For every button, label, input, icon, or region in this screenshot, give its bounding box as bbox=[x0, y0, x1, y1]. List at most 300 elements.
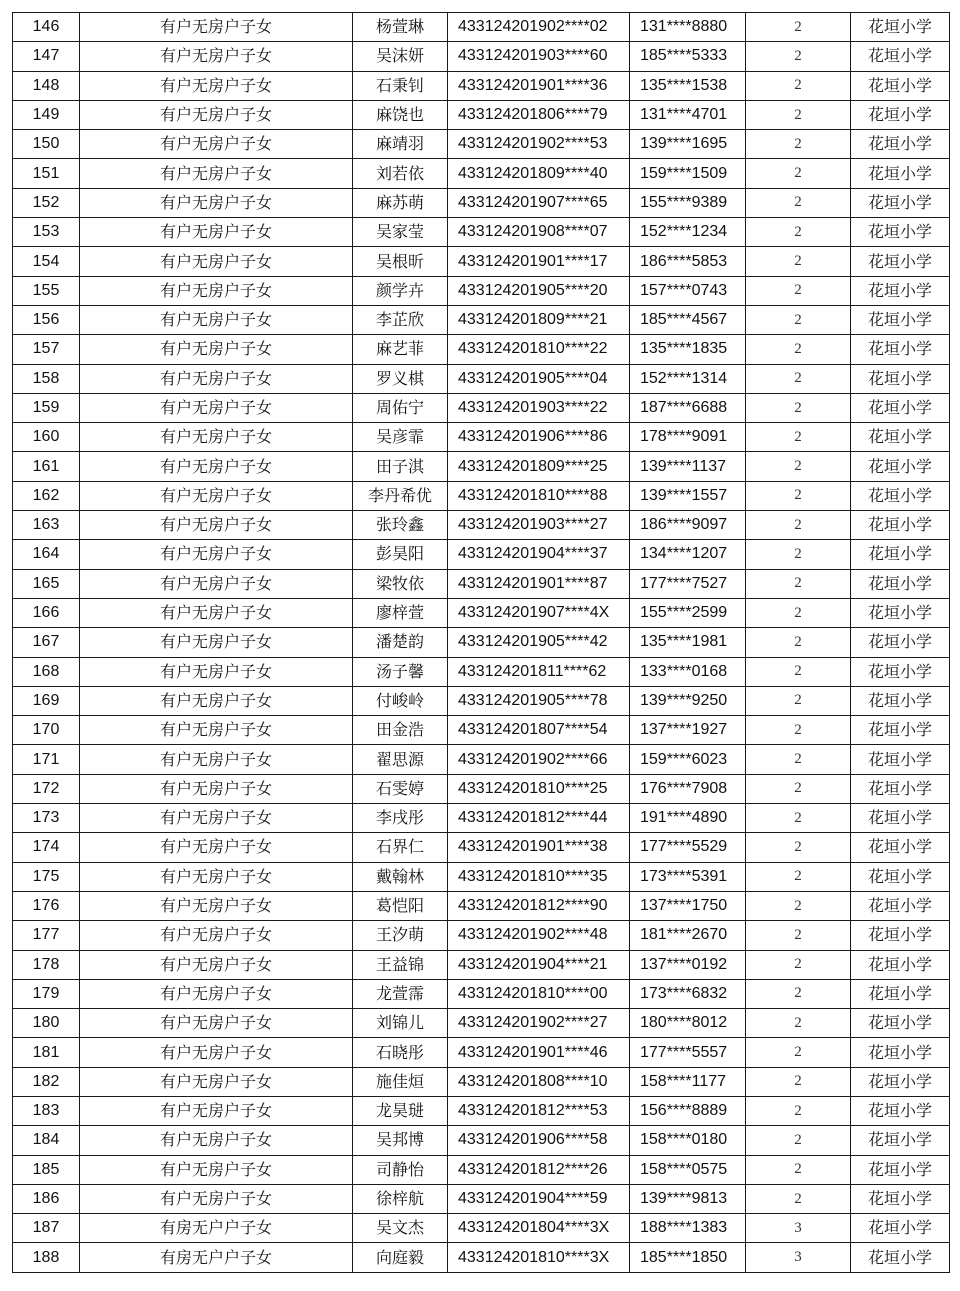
batch-cell: 2 bbox=[746, 950, 851, 979]
row-number: 154 bbox=[13, 247, 80, 276]
phone-cell: 137****1750 bbox=[630, 891, 746, 920]
name-cell: 汤子馨 bbox=[353, 657, 448, 686]
name-cell: 吴家莹 bbox=[353, 218, 448, 247]
row-number: 150 bbox=[13, 130, 80, 159]
category-cell: 有户无房户子女 bbox=[80, 218, 353, 247]
category-cell: 有户无房户子女 bbox=[80, 393, 353, 422]
table-row bbox=[13, 657, 950, 686]
school-cell: 花垣小学 bbox=[851, 774, 950, 803]
row-number: 178 bbox=[13, 950, 80, 979]
name-cell: 吴根昕 bbox=[353, 247, 448, 276]
table-row bbox=[13, 305, 950, 334]
school-cell: 花垣小学 bbox=[851, 1009, 950, 1038]
table-row bbox=[13, 862, 950, 891]
id-number-cell: 433124201905****42 bbox=[448, 628, 630, 657]
batch-cell: 2 bbox=[746, 1184, 851, 1213]
school-cell: 花垣小学 bbox=[851, 511, 950, 540]
row-number: 181 bbox=[13, 1038, 80, 1067]
category-cell: 有户无房户子女 bbox=[80, 569, 353, 598]
row-number: 177 bbox=[13, 921, 80, 950]
batch-cell: 2 bbox=[746, 979, 851, 1008]
table-row bbox=[13, 276, 950, 305]
category-cell: 有户无房户子女 bbox=[80, 774, 353, 803]
phone-cell: 135****1538 bbox=[630, 71, 746, 100]
table-row bbox=[13, 481, 950, 510]
table-row bbox=[13, 891, 950, 920]
phone-cell: 159****6023 bbox=[630, 745, 746, 774]
id-number-cell: 433124201906****86 bbox=[448, 423, 630, 452]
id-number-cell: 433124201902****02 bbox=[448, 13, 630, 42]
id-number-cell: 433124201905****04 bbox=[448, 364, 630, 393]
table-row bbox=[13, 1038, 950, 1067]
phone-cell: 139****1137 bbox=[630, 452, 746, 481]
school-cell: 花垣小学 bbox=[851, 100, 950, 129]
school-cell: 花垣小学 bbox=[851, 1214, 950, 1243]
school-cell: 花垣小学 bbox=[851, 979, 950, 1008]
table-row bbox=[13, 745, 950, 774]
category-cell: 有户无房户子女 bbox=[80, 598, 353, 627]
name-cell: 王益锦 bbox=[353, 950, 448, 979]
school-cell: 花垣小学 bbox=[851, 481, 950, 510]
id-number-cell: 433124201904****21 bbox=[448, 950, 630, 979]
phone-cell: 185****1850 bbox=[630, 1243, 746, 1272]
school-cell: 花垣小学 bbox=[851, 393, 950, 422]
row-number: 159 bbox=[13, 393, 80, 422]
table-row bbox=[13, 393, 950, 422]
id-number-cell: 433124201812****44 bbox=[448, 804, 630, 833]
category-cell: 有户无房户子女 bbox=[80, 335, 353, 364]
row-number: 182 bbox=[13, 1067, 80, 1096]
id-number-cell: 433124201812****90 bbox=[448, 891, 630, 920]
phone-cell: 137****1927 bbox=[630, 716, 746, 745]
batch-cell: 2 bbox=[746, 804, 851, 833]
category-cell: 有户无房户子女 bbox=[80, 511, 353, 540]
name-cell: 吴邦博 bbox=[353, 1126, 448, 1155]
name-cell: 石界仁 bbox=[353, 833, 448, 862]
row-number: 160 bbox=[13, 423, 80, 452]
name-cell: 翟思源 bbox=[353, 745, 448, 774]
id-number-cell: 433124201903****27 bbox=[448, 511, 630, 540]
batch-cell: 2 bbox=[746, 1096, 851, 1125]
category-cell: 有户无房户子女 bbox=[80, 921, 353, 950]
id-number-cell: 433124201907****65 bbox=[448, 188, 630, 217]
id-number-cell: 433124201907****4X bbox=[448, 598, 630, 627]
row-number: 165 bbox=[13, 569, 80, 598]
batch-cell: 3 bbox=[746, 1214, 851, 1243]
name-cell: 李丹希优 bbox=[353, 481, 448, 510]
table-body bbox=[13, 13, 950, 1273]
table-row bbox=[13, 686, 950, 715]
id-number-cell: 433124201811****62 bbox=[448, 657, 630, 686]
name-cell: 付峻岭 bbox=[353, 686, 448, 715]
row-number: 168 bbox=[13, 657, 80, 686]
id-number-cell: 433124201901****38 bbox=[448, 833, 630, 862]
id-number-cell: 433124201902****66 bbox=[448, 745, 630, 774]
batch-cell: 2 bbox=[746, 1009, 851, 1038]
category-cell: 有户无房户子女 bbox=[80, 833, 353, 862]
name-cell: 梁牧依 bbox=[353, 569, 448, 598]
id-number-cell: 433124201903****22 bbox=[448, 393, 630, 422]
name-cell: 麻苏萌 bbox=[353, 188, 448, 217]
batch-cell: 2 bbox=[746, 364, 851, 393]
row-number: 164 bbox=[13, 540, 80, 569]
batch-cell: 2 bbox=[746, 276, 851, 305]
name-cell: 葛恺阳 bbox=[353, 891, 448, 920]
name-cell: 戴翰林 bbox=[353, 862, 448, 891]
school-cell: 花垣小学 bbox=[851, 159, 950, 188]
batch-cell: 2 bbox=[746, 891, 851, 920]
name-cell: 麻靖羽 bbox=[353, 130, 448, 159]
batch-cell: 2 bbox=[746, 1038, 851, 1067]
school-cell: 花垣小学 bbox=[851, 1184, 950, 1213]
phone-cell: 135****1981 bbox=[630, 628, 746, 657]
table-row bbox=[13, 1126, 950, 1155]
category-cell: 有户无房户子女 bbox=[80, 862, 353, 891]
school-cell: 花垣小学 bbox=[851, 423, 950, 452]
row-number: 188 bbox=[13, 1243, 80, 1272]
category-cell: 有户无房户子女 bbox=[80, 657, 353, 686]
batch-cell: 2 bbox=[746, 247, 851, 276]
school-cell: 花垣小学 bbox=[851, 1096, 950, 1125]
phone-cell: 159****1509 bbox=[630, 159, 746, 188]
batch-cell: 2 bbox=[746, 686, 851, 715]
name-cell: 麻饶也 bbox=[353, 100, 448, 129]
school-cell: 花垣小学 bbox=[851, 188, 950, 217]
school-cell: 花垣小学 bbox=[851, 1155, 950, 1184]
id-number-cell: 433124201901****46 bbox=[448, 1038, 630, 1067]
phone-cell: 173****6832 bbox=[630, 979, 746, 1008]
id-number-cell: 433124201808****10 bbox=[448, 1067, 630, 1096]
category-cell: 有户无房户子女 bbox=[80, 188, 353, 217]
row-number: 155 bbox=[13, 276, 80, 305]
phone-cell: 186****5853 bbox=[630, 247, 746, 276]
phone-cell: 133****0168 bbox=[630, 657, 746, 686]
table-row bbox=[13, 540, 950, 569]
phone-cell: 177****7527 bbox=[630, 569, 746, 598]
table-row bbox=[13, 247, 950, 276]
school-cell: 花垣小学 bbox=[851, 716, 950, 745]
name-cell: 石秉钊 bbox=[353, 71, 448, 100]
table-row bbox=[13, 628, 950, 657]
table-row bbox=[13, 1009, 950, 1038]
name-cell: 王汐萌 bbox=[353, 921, 448, 950]
category-cell: 有户无房户子女 bbox=[80, 1009, 353, 1038]
name-cell: 罗义棋 bbox=[353, 364, 448, 393]
category-cell: 有户无房户子女 bbox=[80, 100, 353, 129]
table-row bbox=[13, 569, 950, 598]
table-row bbox=[13, 1184, 950, 1213]
table-row bbox=[13, 71, 950, 100]
table-row bbox=[13, 1096, 950, 1125]
category-cell: 有户无房户子女 bbox=[80, 1126, 353, 1155]
phone-cell: 191****4890 bbox=[630, 804, 746, 833]
name-cell: 颜学卉 bbox=[353, 276, 448, 305]
category-cell: 有户无房户子女 bbox=[80, 628, 353, 657]
school-cell: 花垣小学 bbox=[851, 452, 950, 481]
row-number: 153 bbox=[13, 218, 80, 247]
batch-cell: 2 bbox=[746, 393, 851, 422]
batch-cell: 2 bbox=[746, 1126, 851, 1155]
id-number-cell: 433124201806****79 bbox=[448, 100, 630, 129]
batch-cell: 2 bbox=[746, 42, 851, 71]
category-cell: 有户无房户子女 bbox=[80, 305, 353, 334]
category-cell: 有户无房户子女 bbox=[80, 130, 353, 159]
batch-cell: 2 bbox=[746, 921, 851, 950]
phone-cell: 178****9091 bbox=[630, 423, 746, 452]
batch-cell: 2 bbox=[746, 569, 851, 598]
row-number: 158 bbox=[13, 364, 80, 393]
batch-cell: 2 bbox=[746, 130, 851, 159]
school-cell: 花垣小学 bbox=[851, 305, 950, 334]
name-cell: 廖梓萱 bbox=[353, 598, 448, 627]
category-cell: 有户无房户子女 bbox=[80, 891, 353, 920]
category-cell: 有户无房户子女 bbox=[80, 247, 353, 276]
school-cell: 花垣小学 bbox=[851, 657, 950, 686]
category-cell: 有户无房户子女 bbox=[80, 804, 353, 833]
row-number: 180 bbox=[13, 1009, 80, 1038]
phone-cell: 152****1234 bbox=[630, 218, 746, 247]
table-row bbox=[13, 921, 950, 950]
category-cell: 有户无房户子女 bbox=[80, 364, 353, 393]
school-cell: 花垣小学 bbox=[851, 745, 950, 774]
phone-cell: 155****2599 bbox=[630, 598, 746, 627]
phone-cell: 137****0192 bbox=[630, 950, 746, 979]
name-cell: 吴沫妍 bbox=[353, 42, 448, 71]
table-row bbox=[13, 598, 950, 627]
batch-cell: 2 bbox=[746, 1067, 851, 1096]
name-cell: 潘楚韵 bbox=[353, 628, 448, 657]
school-cell: 花垣小学 bbox=[851, 891, 950, 920]
phone-cell: 185****4567 bbox=[630, 305, 746, 334]
row-number: 151 bbox=[13, 159, 80, 188]
name-cell: 刘锦儿 bbox=[353, 1009, 448, 1038]
name-cell: 周佑宁 bbox=[353, 393, 448, 422]
phone-cell: 134****1207 bbox=[630, 540, 746, 569]
category-cell: 有户无房户子女 bbox=[80, 71, 353, 100]
school-cell: 花垣小学 bbox=[851, 364, 950, 393]
phone-cell: 135****1835 bbox=[630, 335, 746, 364]
category-cell: 有户无房户子女 bbox=[80, 42, 353, 71]
id-number-cell: 433124201905****20 bbox=[448, 276, 630, 305]
phone-cell: 158****1177 bbox=[630, 1067, 746, 1096]
name-cell: 麻艺菲 bbox=[353, 335, 448, 364]
category-cell: 有户无房户子女 bbox=[80, 1096, 353, 1125]
row-number: 179 bbox=[13, 979, 80, 1008]
table-row bbox=[13, 511, 950, 540]
category-cell: 有房无户户子女 bbox=[80, 1214, 353, 1243]
table-row bbox=[13, 950, 950, 979]
batch-cell: 2 bbox=[746, 862, 851, 891]
id-number-cell: 433124201809****40 bbox=[448, 159, 630, 188]
batch-cell: 2 bbox=[746, 540, 851, 569]
id-number-cell: 433124201902****27 bbox=[448, 1009, 630, 1038]
id-number-cell: 433124201902****48 bbox=[448, 921, 630, 950]
table-row bbox=[13, 804, 950, 833]
row-number: 146 bbox=[13, 13, 80, 42]
school-cell: 花垣小学 bbox=[851, 628, 950, 657]
id-number-cell: 433124201804****3X bbox=[448, 1214, 630, 1243]
row-number: 162 bbox=[13, 481, 80, 510]
category-cell: 有户无房户子女 bbox=[80, 1067, 353, 1096]
phone-cell: 173****5391 bbox=[630, 862, 746, 891]
category-cell: 有户无房户子女 bbox=[80, 745, 353, 774]
id-number-cell: 433124201901****36 bbox=[448, 71, 630, 100]
category-cell: 有户无房户子女 bbox=[80, 950, 353, 979]
phone-cell: 131****4701 bbox=[630, 100, 746, 129]
name-cell: 施佳烜 bbox=[353, 1067, 448, 1096]
table-row bbox=[13, 364, 950, 393]
row-number: 175 bbox=[13, 862, 80, 891]
phone-cell: 181****2670 bbox=[630, 921, 746, 950]
id-number-cell: 433124201810****25 bbox=[448, 774, 630, 803]
table-row bbox=[13, 100, 950, 129]
table-row bbox=[13, 159, 950, 188]
school-cell: 花垣小学 bbox=[851, 218, 950, 247]
name-cell: 石雯婷 bbox=[353, 774, 448, 803]
school-cell: 花垣小学 bbox=[851, 540, 950, 569]
row-number: 176 bbox=[13, 891, 80, 920]
id-number-cell: 433124201809****25 bbox=[448, 452, 630, 481]
table-row bbox=[13, 716, 950, 745]
row-number: 183 bbox=[13, 1096, 80, 1125]
phone-cell: 180****8012 bbox=[630, 1009, 746, 1038]
phone-cell: 152****1314 bbox=[630, 364, 746, 393]
school-cell: 花垣小学 bbox=[851, 71, 950, 100]
batch-cell: 2 bbox=[746, 598, 851, 627]
school-cell: 花垣小学 bbox=[851, 1038, 950, 1067]
category-cell: 有户无房户子女 bbox=[80, 13, 353, 42]
row-number: 185 bbox=[13, 1155, 80, 1184]
school-cell: 花垣小学 bbox=[851, 13, 950, 42]
batch-cell: 2 bbox=[746, 218, 851, 247]
row-number: 149 bbox=[13, 100, 80, 129]
batch-cell: 2 bbox=[746, 305, 851, 334]
batch-cell: 2 bbox=[746, 511, 851, 540]
school-cell: 花垣小学 bbox=[851, 950, 950, 979]
table-row bbox=[13, 42, 950, 71]
batch-cell: 2 bbox=[746, 13, 851, 42]
category-cell: 有户无房户子女 bbox=[80, 540, 353, 569]
row-number: 163 bbox=[13, 511, 80, 540]
id-number-cell: 433124201810****3X bbox=[448, 1243, 630, 1272]
batch-cell: 2 bbox=[746, 716, 851, 745]
phone-cell: 139****1557 bbox=[630, 481, 746, 510]
id-number-cell: 433124201807****54 bbox=[448, 716, 630, 745]
phone-cell: 186****9097 bbox=[630, 511, 746, 540]
id-number-cell: 433124201810****35 bbox=[448, 862, 630, 891]
school-cell: 花垣小学 bbox=[851, 921, 950, 950]
table-row bbox=[13, 1067, 950, 1096]
phone-cell: 131****8880 bbox=[630, 13, 746, 42]
table-row bbox=[13, 833, 950, 862]
name-cell: 龙昊琎 bbox=[353, 1096, 448, 1125]
row-number: 157 bbox=[13, 335, 80, 364]
id-number-cell: 433124201901****17 bbox=[448, 247, 630, 276]
category-cell: 有户无房户子女 bbox=[80, 979, 353, 1008]
table-row bbox=[13, 188, 950, 217]
school-cell: 花垣小学 bbox=[851, 804, 950, 833]
enrollment-table bbox=[12, 12, 950, 1273]
name-cell: 杨萱琳 bbox=[353, 13, 448, 42]
batch-cell: 2 bbox=[746, 628, 851, 657]
school-cell: 花垣小学 bbox=[851, 598, 950, 627]
name-cell: 李戌彤 bbox=[353, 804, 448, 833]
name-cell: 吴彦霏 bbox=[353, 423, 448, 452]
school-cell: 花垣小学 bbox=[851, 276, 950, 305]
phone-cell: 188****1383 bbox=[630, 1214, 746, 1243]
school-cell: 花垣小学 bbox=[851, 833, 950, 862]
id-number-cell: 433124201905****78 bbox=[448, 686, 630, 715]
category-cell: 有户无房户子女 bbox=[80, 1155, 353, 1184]
phone-cell: 176****7908 bbox=[630, 774, 746, 803]
category-cell: 有户无房户子女 bbox=[80, 159, 353, 188]
category-cell: 有户无房户子女 bbox=[80, 276, 353, 305]
id-number-cell: 433124201904****59 bbox=[448, 1184, 630, 1213]
table-row bbox=[13, 452, 950, 481]
id-number-cell: 433124201810****00 bbox=[448, 979, 630, 1008]
row-number: 174 bbox=[13, 833, 80, 862]
table-row bbox=[13, 1243, 950, 1272]
category-cell: 有户无房户子女 bbox=[80, 686, 353, 715]
name-cell: 李芷欣 bbox=[353, 305, 448, 334]
school-cell: 花垣小学 bbox=[851, 130, 950, 159]
id-number-cell: 433124201903****60 bbox=[448, 42, 630, 71]
batch-cell: 2 bbox=[746, 833, 851, 862]
table-row bbox=[13, 423, 950, 452]
school-cell: 花垣小学 bbox=[851, 42, 950, 71]
batch-cell: 2 bbox=[746, 481, 851, 510]
row-number: 156 bbox=[13, 305, 80, 334]
batch-cell: 2 bbox=[746, 100, 851, 129]
category-cell: 有户无房户子女 bbox=[80, 1184, 353, 1213]
row-number: 152 bbox=[13, 188, 80, 217]
table-row bbox=[13, 1214, 950, 1243]
category-cell: 有户无房户子女 bbox=[80, 716, 353, 745]
batch-cell: 3 bbox=[746, 1243, 851, 1272]
phone-cell: 157****0743 bbox=[630, 276, 746, 305]
name-cell: 吴文杰 bbox=[353, 1214, 448, 1243]
school-cell: 花垣小学 bbox=[851, 1126, 950, 1155]
id-number-cell: 433124201901****87 bbox=[448, 569, 630, 598]
phone-cell: 177****5557 bbox=[630, 1038, 746, 1067]
id-number-cell: 433124201908****07 bbox=[448, 218, 630, 247]
school-cell: 花垣小学 bbox=[851, 1067, 950, 1096]
phone-cell: 139****1695 bbox=[630, 130, 746, 159]
table-row bbox=[13, 130, 950, 159]
name-cell: 向庭毅 bbox=[353, 1243, 448, 1272]
row-number: 187 bbox=[13, 1214, 80, 1243]
row-number: 184 bbox=[13, 1126, 80, 1155]
school-cell: 花垣小学 bbox=[851, 569, 950, 598]
table-row bbox=[13, 218, 950, 247]
id-number-cell: 433124201902****53 bbox=[448, 130, 630, 159]
name-cell: 张玲鑫 bbox=[353, 511, 448, 540]
row-number: 186 bbox=[13, 1184, 80, 1213]
category-cell: 有户无房户子女 bbox=[80, 423, 353, 452]
school-cell: 花垣小学 bbox=[851, 247, 950, 276]
category-cell: 有户无房户子女 bbox=[80, 1038, 353, 1067]
batch-cell: 2 bbox=[746, 188, 851, 217]
name-cell: 田子淇 bbox=[353, 452, 448, 481]
table-row bbox=[13, 979, 950, 1008]
row-number: 161 bbox=[13, 452, 80, 481]
id-number-cell: 433124201809****21 bbox=[448, 305, 630, 334]
id-number-cell: 433124201904****37 bbox=[448, 540, 630, 569]
phone-cell: 156****8889 bbox=[630, 1096, 746, 1125]
batch-cell: 2 bbox=[746, 657, 851, 686]
batch-cell: 2 bbox=[746, 745, 851, 774]
phone-cell: 139****9813 bbox=[630, 1184, 746, 1213]
